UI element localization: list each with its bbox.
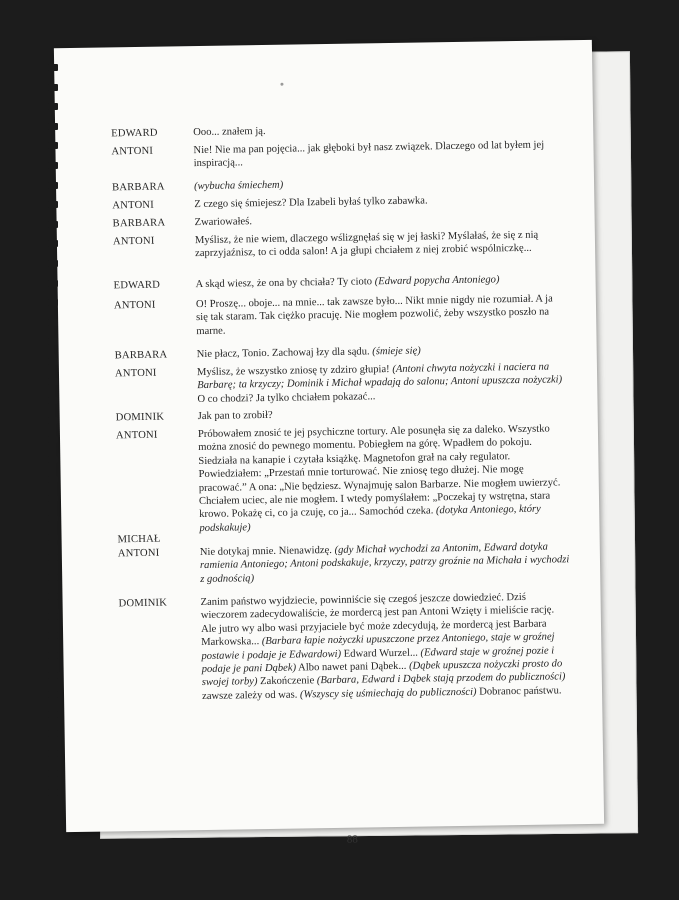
dialogue-row (118, 540, 579, 587)
binding-hole (48, 593, 58, 600)
spoken-text: zawsze zależy od was. (201, 689, 301, 702)
spoken-text: Zanim państwo wyjdziecie, powinniście się czegoś jeszcze dowiedzieć. Dziś wieczorem zadecydowaliście, że mordercą jest pan Antoni Wzięty i mieliście rację. Ale jutro wy albo wasi przyjaciele być może zdecydują, że mordercą jest Barbara Markowska... (200, 591, 555, 649)
binding-hole (48, 652, 58, 659)
binding-hole (48, 672, 58, 679)
binding-hole (48, 397, 58, 404)
speaker-name: EDWARD (113, 279, 161, 292)
dialogue-row (113, 228, 573, 262)
spoken-text: O co chodzi? Ja tylko chciałem pokazać... (197, 391, 376, 405)
dialogue-line (194, 174, 572, 193)
spoken-text: Zwariowałeś. (194, 216, 253, 229)
dialogue-row (115, 342, 575, 363)
dialogue-row (113, 210, 573, 231)
dialogue-line (200, 540, 579, 586)
binding-hole (48, 162, 58, 169)
spoken-text: Zakończenie (257, 675, 317, 688)
binding-hole (48, 201, 58, 208)
binding-hole (48, 260, 58, 267)
stage-direction: (Edward popycha Antoniego) (374, 274, 500, 288)
speaker-name: ANTONI (112, 199, 155, 212)
stage-direction: (śmieje się) (372, 345, 421, 358)
binding-hole (48, 123, 58, 130)
binding-hole (48, 338, 58, 345)
dialogue-line (195, 228, 573, 261)
dialogue-line (196, 292, 575, 338)
binding-hole (48, 495, 58, 502)
margin-mark (280, 83, 283, 86)
binding-hole (48, 64, 58, 71)
dialogue-row (111, 138, 571, 172)
binding-hole (48, 358, 58, 365)
dialogue-row (116, 422, 578, 536)
binding-hole (48, 730, 58, 737)
dialogue-content (111, 120, 571, 846)
binding-hole (48, 142, 58, 149)
binding-hole (48, 240, 58, 247)
stage-direction: (Wszyscy się uśmiechają do publiczności) (299, 686, 477, 701)
spoken-text: Myślisz, że nie wiem, dlaczego wślizgnęłaś się w jej łaski? Myślałaś, że się z nią zaprzyjaźnisz, to ci odda salon! A ja głupi chciałem z niej zrobić wspólniczkę... (194, 229, 539, 260)
binding-hole (48, 613, 58, 620)
speaker-name: ANTONI (111, 145, 154, 158)
binding-hole (48, 691, 58, 698)
binding-hole (48, 436, 58, 443)
spoken-text: Ooo... znałem ją. (193, 125, 266, 139)
binding-hole (48, 103, 58, 110)
dialogue-line (193, 120, 571, 139)
spoken-text: Z czego się śmiejesz? Dla Izabeli byłaś tylko zabawka. (194, 195, 428, 211)
speaker-name: BARBARA (114, 349, 168, 362)
binding-hole (48, 319, 58, 326)
stage-direction: (Antoni chwyta nożyczki i naciera na Barbarę; ta krzyczy; Dominik i Michał wpadają do salonu; Antoni upuszcza nożyczki) (197, 361, 563, 392)
spoken-text: Myślisz, że wszystko zniosę ty zdziro głupia! (196, 363, 393, 379)
dialogue-line (194, 192, 572, 211)
binding-hole (48, 456, 58, 463)
speaker-name: ANTONI (112, 235, 155, 248)
binding-hole (48, 378, 58, 385)
script-page (54, 40, 604, 846)
dialogue-row (116, 404, 576, 425)
dialogue-row (111, 120, 571, 141)
spoken-text: Albo nawet pani Dąbek... (295, 660, 410, 674)
spoken-text: Edward Wurzel... (341, 647, 421, 660)
binding-hole (48, 182, 58, 189)
spiral-binding (44, 64, 66, 824)
spoken-text: Nie! Nie ma pan pojęcia... jak głęboki był nasz związek. Dlaczego od lat byłem jej inspiracją... (193, 139, 545, 170)
stage-direction: (Edward staje w groźnej pozie i podaje je pani Dąbek) (201, 645, 555, 676)
binding-hole (48, 789, 58, 796)
binding-hole (48, 711, 58, 718)
speaker-name: BARBARA (111, 181, 165, 194)
binding-hole (48, 632, 58, 639)
speaker-name: ANTONI (117, 547, 160, 560)
stage-direction: (gdy Michał wychodzi za Antonim, Edward dotyka ramienia Antoniego; Antoni podskakuje, krzyczy, patrzy groźnie na Michała i wychodzi z godnością) (199, 541, 570, 585)
dialogue-line (196, 272, 574, 291)
binding-hole (48, 750, 58, 757)
speaker-name: ANTONI (115, 429, 158, 442)
binding-hole (48, 515, 58, 522)
dialogue-row (114, 272, 574, 293)
spoken-text: A skąd wiesz, że ona by chciała? Ty cioto (195, 276, 375, 291)
binding-hole (48, 84, 58, 91)
binding-hole (48, 554, 58, 561)
dialogue-line (200, 590, 580, 703)
binding-hole (48, 534, 58, 541)
spoken-text: Jak pan to zrobił? (197, 409, 273, 423)
dialogue-row (112, 174, 572, 195)
stage-direction: (dotyka Antoniego, który podskakuje) (199, 504, 541, 534)
spoken-text: O! Proszę... oboje... na mnie... tak zawsze było... Nikt mnie nigdy nie rozumiał. A ja się tak staram. Tak ciężko pracuję. Nie mogłem pozwolić, żeby wszystko poszło na marne. (195, 293, 553, 337)
dialogue-row (119, 590, 581, 704)
dialogue-line (195, 210, 573, 229)
dialogue-line (197, 342, 575, 361)
spoken-text: Dobranoc państwu. (476, 685, 562, 698)
speaker-name: ANTONI (113, 299, 156, 312)
dialogue-line (198, 422, 578, 535)
stage-direction: (Dąbek upuszcza nożyczki prosto do swojej torby) (201, 658, 563, 689)
speaker-name: EDWARD (111, 127, 158, 140)
speaker-name: DOMINIK (118, 597, 168, 610)
spoken-text: Próbowałem znosić te jej psychiczne tortury. Ale posunęła się za daleko. Wszystko można znosić do pewnego momentu. Pobiegłem na górę. Wpadłem do pokoju. Siedziała na kanapie i czytała książkę. Magnetofon grał na cały regulator. Powiedziałem: „Przestań mnie torturować. Nie zniosę tego dłużej. Nie mogę pracować.” A ona: „Nie będziesz. Wynajmuję salon Barbarze. Nie mogłem uwierzyć. Chciałem uciec, ale nie mogłem. I wtedy pomyślałem: „Poczekaj ty wstrętna, stara krowo. Pokażę ci, co ja czuję, co ja... Samochód czeka. (197, 423, 561, 521)
stage-direction: (wybucha śmiechem) (193, 179, 284, 193)
dialogue-row (112, 192, 572, 213)
speaker-name: ANTONI (114, 367, 157, 380)
dialogue-row (115, 360, 576, 407)
dialogue-line (198, 404, 576, 423)
spoken-text: Nie dotykaj mnie. Nienawidzę. (199, 544, 335, 559)
binding-hole (48, 417, 58, 424)
dialogue-row (114, 292, 575, 339)
binding-hole (48, 221, 58, 228)
dialogue-line (197, 360, 576, 406)
stage-direction: (Barbara łapie nożyczki upuszczone przez Antoniego, staje w groźnej postawie i podaje je Edwardowi) (201, 631, 555, 662)
binding-hole (48, 299, 58, 306)
spoken-text: Nie płacz, Tonio. Zachowaj łzy dla sądu. (196, 346, 373, 361)
binding-hole (48, 770, 58, 777)
page-number: 88 (346, 833, 358, 846)
binding-hole (48, 574, 58, 581)
binding-hole (48, 280, 58, 287)
speaker-name: MICHAŁ (117, 533, 161, 546)
stage-direction: (Barbara, Edward i Dąbek stają przodem do publiczności) (316, 671, 566, 687)
binding-hole (48, 476, 58, 483)
speaker-name: DOMINIK (115, 411, 165, 424)
speaker-name: BARBARA (112, 217, 166, 230)
dialogue-line (193, 138, 571, 171)
